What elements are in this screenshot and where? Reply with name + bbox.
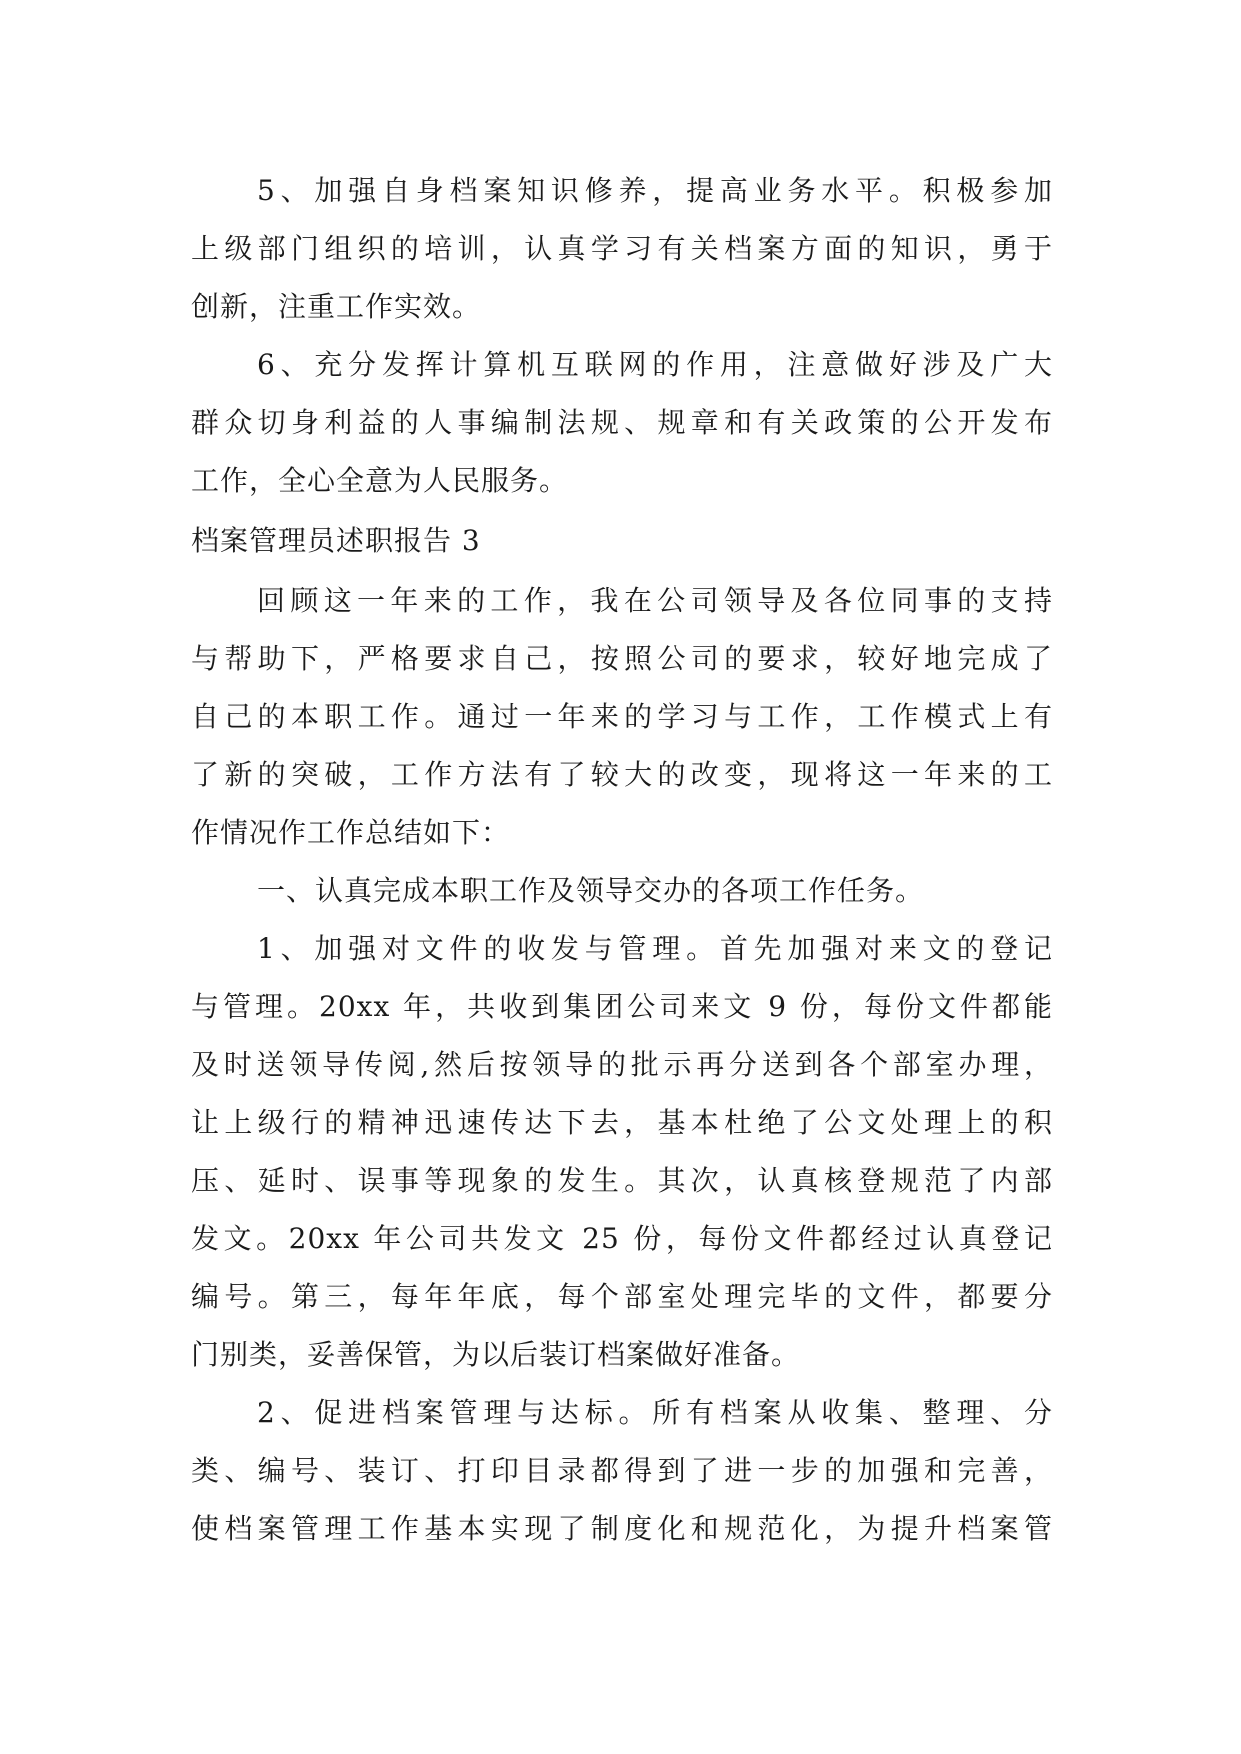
text-line: 及时送领导传阅,然后按领导的批示再分送到各个部室办理， [191,1048,1053,1081]
text-line: 回顾这一年来的工作，我在公司领导及各位同事的支持 [257,584,1053,617]
paragraph-item-1 [191,920,1053,1384]
text-line: 创新，注重工作实效。 [191,290,482,323]
text-line: 6、充分发挥计算机互联网的作用，注意做好涉及广大 [257,348,1053,381]
paragraph-item-6 [191,336,1053,510]
text-line: 2、促进档案管理与达标。所有档案从收集、整理、分 [257,1396,1053,1429]
text-line: 使档案管理工作基本实现了制度化和规范化，为提升档案管 [191,1512,1053,1545]
paragraph-section-one [191,862,1053,920]
text-line: 自己的本职工作。通过一年来的学习与工作，工作模式上有 [191,700,1053,733]
text-line: 让上级行的精神迅速传达下去，基本杜绝了公文处理上的积 [191,1106,1053,1139]
section-heading: 档案管理员述职报告 3 [191,524,481,557]
text-line: 上级部门组织的培训，认真学习有关档案方面的知识，勇于 [191,232,1053,265]
paragraph-intro [191,572,1053,862]
text-line: 了新的突破，工作方法有了较大的改变，现将这一年来的工 [191,758,1053,791]
text-line: 编号。第三，每年年底，每个部室处理完毕的文件，都要分 [191,1280,1053,1313]
text-line: 一、认真完成本职工作及领导交办的各项工作任务。 [257,874,925,907]
paragraph-item-2 [191,1384,1053,1558]
text-line: 工作，全心全意为人民服务。 [191,464,569,497]
text-line: 群众切身利益的人事编制法规、规章和有关政策的公开发布 [191,406,1053,439]
text-line: 门别类，妥善保管，为以后装订档案做好准备。 [191,1338,801,1371]
text-line: 5、加强自身档案知识修养，提高业务水平。积极参加 [257,174,1053,207]
document-body [191,162,1053,1558]
text-line: 与管理。20xx 年，共收到集团公司来文 9 份，每份文件都能 [191,990,1053,1023]
text-line: 发文。20xx 年公司共发文 25 份，每份文件都经过认真登记 [191,1222,1053,1255]
text-line: 压、延时、误事等现象的发生。其次，认真核登规范了内部 [191,1164,1053,1197]
text-line: 1、加强对文件的收发与管理。首先加强对来文的登记 [257,932,1053,965]
text-line: 类、编号、装订、打印目录都得到了进一步的加强和完善， [191,1454,1053,1487]
text-line: 与帮助下，严格要求自己，按照公司的要求，较好地完成了 [191,642,1053,675]
text-line: 作情况作工作总结如下： [191,816,511,849]
paragraph-item-5 [191,162,1053,336]
